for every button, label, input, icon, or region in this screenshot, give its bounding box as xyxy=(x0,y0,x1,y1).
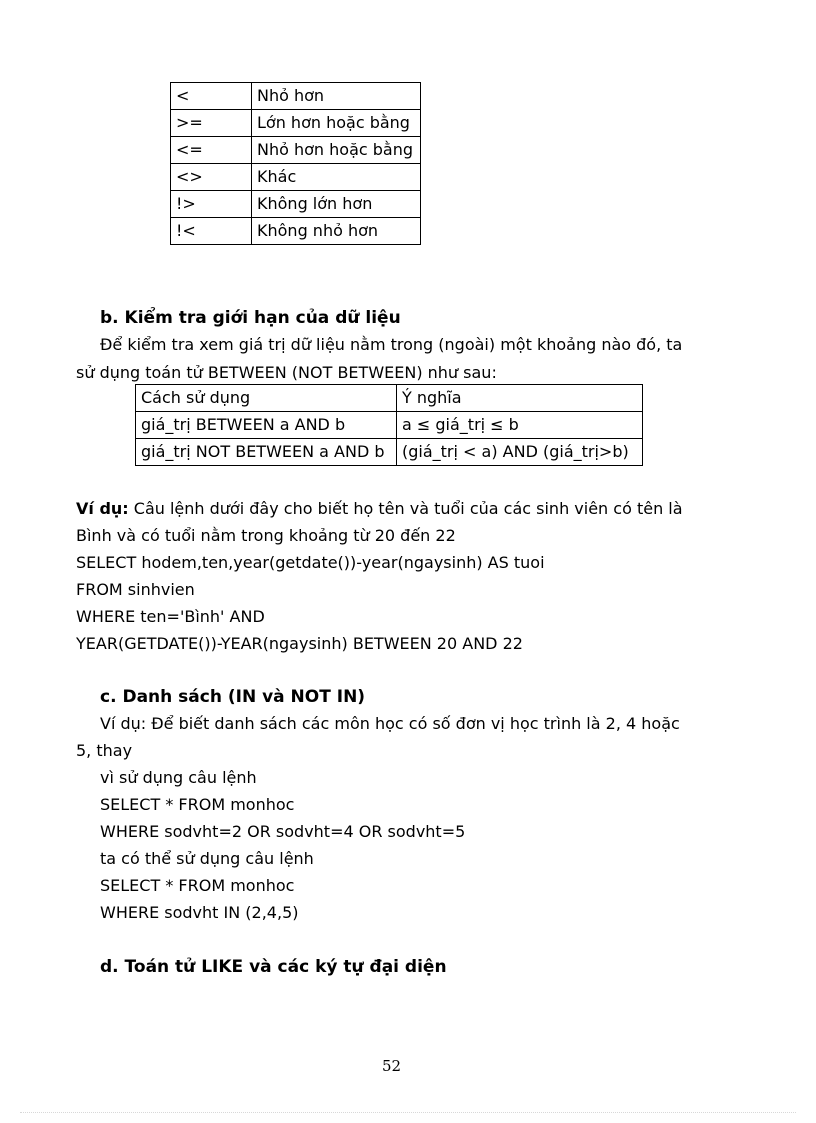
section-d-heading: d. Toán tử LIKE và các ký tự đại diện xyxy=(100,957,447,977)
table-row xyxy=(171,218,421,245)
section-c-line2: 5, thay xyxy=(76,741,133,760)
section-c-line6: ta có thể sử dụng câu lệnh xyxy=(100,849,314,868)
between-table xyxy=(135,384,643,466)
operators-table xyxy=(170,82,421,245)
code-line: FROM sinhvien xyxy=(76,580,195,599)
section-c-line1: Ví dụ: Để biết danh sách các môn học có số đơn vị học trình là 2, 4 hoặc xyxy=(100,714,680,733)
example-label: Ví dụ: xyxy=(76,499,129,518)
code-line: SELECT * FROM monhoc xyxy=(100,876,295,895)
code-line: YEAR(GETDATE())-YEAR(ngaysinh) BETWEEN 20 AND 22 xyxy=(76,634,523,653)
operator-meaning: Khác xyxy=(252,164,421,191)
table-row xyxy=(171,164,421,191)
operator-symbol: !> xyxy=(171,191,252,218)
example-line1 xyxy=(76,496,683,522)
section-b-intro-line2: sử dụng toán tử BETWEEN (NOT BETWEEN) như sau: xyxy=(76,363,497,382)
table-row xyxy=(171,110,421,137)
example-line2: Bình và có tuổi nằm trong khoảng từ 20 đến 22 xyxy=(76,526,456,545)
footer-divider xyxy=(20,1112,796,1113)
code-line: WHERE sodvht=2 OR sodvht=4 OR sodvht=5 xyxy=(100,822,466,841)
table-row xyxy=(171,83,421,110)
between-table-header-row xyxy=(136,385,643,412)
section-b-heading: b. Kiểm tra giới hạn của dữ liệu xyxy=(100,308,401,328)
operator-meaning: Nhỏ hơn hoặc bằng xyxy=(252,137,421,164)
operator-symbol: <> xyxy=(171,164,252,191)
between-cell: giá_trị NOT BETWEEN a AND b xyxy=(136,439,397,466)
operator-symbol: <= xyxy=(171,137,252,164)
section-c-line3: vì sử dụng câu lệnh xyxy=(100,768,257,787)
operator-meaning: Không lớn hơn xyxy=(252,191,421,218)
table-row xyxy=(171,137,421,164)
between-header-meaning: Ý nghĩa xyxy=(397,385,643,412)
table-row xyxy=(171,191,421,218)
code-line: WHERE sodvht IN (2,4,5) xyxy=(100,903,299,922)
between-cell: (giá_trị < a) AND (giá_trị>b) xyxy=(397,439,643,466)
page-number: 52 xyxy=(382,1057,402,1075)
section-c-heading: c. Danh sách (IN và NOT IN) xyxy=(100,687,366,707)
operator-symbol: !< xyxy=(171,218,252,245)
operator-symbol: >= xyxy=(171,110,252,137)
between-cell: giá_trị BETWEEN a AND b xyxy=(136,412,397,439)
code-line: WHERE ten='Bình' AND xyxy=(76,607,265,626)
example-text: Câu lệnh dưới đây cho biết họ tên và tuổi của các sinh viên có tên là xyxy=(128,499,683,518)
code-line: SELECT * FROM monhoc xyxy=(100,795,295,814)
operator-meaning: Lớn hơn hoặc bằng xyxy=(252,110,421,137)
between-header-usage: Cách sử dụng xyxy=(136,385,397,412)
between-cell: a ≤ giá_trị ≤ b xyxy=(397,412,643,439)
section-b-intro-line1: Để kiểm tra xem giá trị dữ liệu nằm trong (ngoài) một khoảng nào đó, ta xyxy=(100,335,683,354)
operator-symbol: < xyxy=(171,83,252,110)
table-row xyxy=(136,412,643,439)
operator-meaning: Nhỏ hơn xyxy=(252,83,421,110)
table-row xyxy=(136,439,643,466)
operator-meaning: Không nhỏ hơn xyxy=(252,218,421,245)
code-line: SELECT hodem,ten,year(getdate())-year(ngaysinh) AS tuoi xyxy=(76,553,545,572)
